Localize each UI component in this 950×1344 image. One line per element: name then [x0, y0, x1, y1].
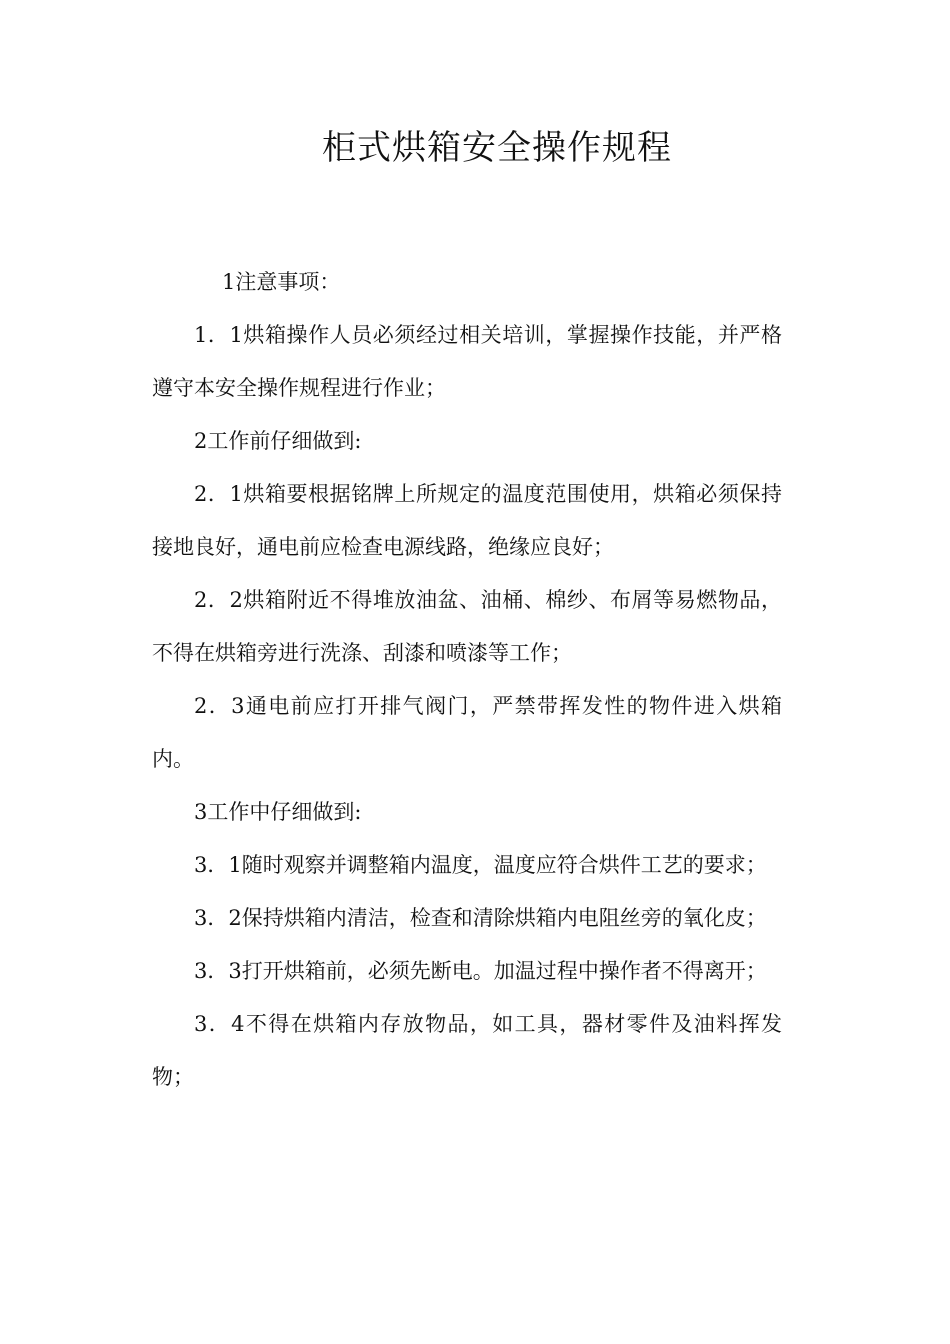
paragraph: 2．1烘箱要根据铭牌上所规定的温度范围使用，烘箱必须保持接地良好，通电前应检查电源线路，绝缘应良好；	[152, 482, 782, 559]
paragraph: 3．4不得在烘箱内存放物品，如工具，器材零件及油料挥发物；	[152, 1012, 782, 1089]
document-title: 柜式烘箱安全操作规程	[322, 128, 672, 168]
section-heading: 3工作中仔细做到:	[194, 800, 362, 824]
section-heading: 1注意事项：	[222, 270, 341, 294]
paragraph: 1．1烘箱操作人员必须经过相关培训，掌握操作技能，并严格遵守本安全操作规程进行作业；	[152, 323, 782, 400]
section-heading: 2工作前仔细做到:	[194, 429, 362, 453]
paragraph: 2．2烘箱附近不得堆放油盆、油桶、棉纱、布屑等易燃物品，不得在烘箱旁进行洗涤、刮漆和喷漆等工作；	[152, 588, 782, 665]
paragraph: 2．3通电前应打开排气阀门，严禁带挥发性的物件进入烘箱内。	[152, 694, 782, 771]
paragraph: 3．1随时观察并调整箱内温度，温度应符合烘件工艺的要求；	[194, 853, 767, 877]
paragraph: 3．2保持烘箱内清洁，检查和清除烘箱内电阻丝旁的氧化皮；	[194, 906, 767, 930]
paragraph: 3．3打开烘箱前，必须先断电。加温过程中操作者不得离开；	[194, 959, 767, 983]
document-body	[152, 256, 782, 1104]
